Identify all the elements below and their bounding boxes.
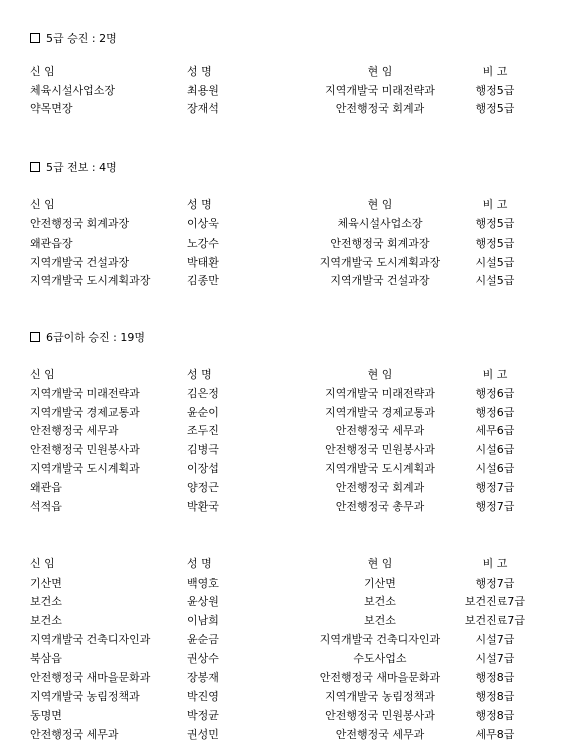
- table-row: [0, 216, 580, 232]
- col-new-post: 지역개발국 건설과장: [30, 256, 130, 269]
- col-note: 시설5급: [475, 274, 515, 287]
- col-current-header: 현 임: [367, 368, 393, 381]
- col-name: 권성민: [187, 728, 219, 741]
- table-row: [0, 236, 580, 252]
- col-name: 김은정: [187, 387, 219, 400]
- col-new-post: 지역개발국 도시계획과: [30, 462, 140, 475]
- col-current: 지역개발국 건설과장: [330, 274, 430, 287]
- table-row: [0, 273, 580, 289]
- col-current: 수도사업소: [353, 652, 407, 665]
- table-row: [0, 576, 580, 592]
- section-title: [30, 329, 145, 345]
- col-new-post-header: 신 임: [30, 368, 55, 381]
- col-name: 박태환: [187, 256, 219, 269]
- col-current: 지역개발국 미래전략과: [325, 84, 435, 97]
- col-note: 세무8급: [475, 728, 515, 741]
- table-row: [0, 727, 580, 743]
- col-note: 행정8급: [475, 709, 515, 722]
- col-current: 지역개발국 경제교통과: [325, 406, 435, 419]
- col-new-post: 체육시설사업소장: [30, 84, 116, 97]
- col-current: 안전행정국 민원봉사과: [325, 709, 435, 722]
- col-name: 조두진: [187, 424, 219, 437]
- col-current: 안전행정국 회계과장: [330, 237, 430, 250]
- col-note: 행정5급: [475, 102, 515, 115]
- table-row: [0, 101, 580, 117]
- col-note: 행정7급: [475, 577, 515, 590]
- checkbox-square-icon: [30, 332, 40, 342]
- col-new-post: 지역개발국 도시계획과장: [30, 274, 151, 287]
- col-new-post: 기산면: [30, 577, 62, 590]
- col-current: 체육시설사업소장: [337, 217, 423, 230]
- table-row: [0, 442, 580, 458]
- col-note: 보건진료7급: [464, 614, 526, 627]
- col-current: 안전행정국 회계과: [335, 481, 425, 494]
- col-new-post: 약목면장: [30, 102, 73, 115]
- col-note: 시설6급: [475, 443, 515, 456]
- table-row: [0, 386, 580, 402]
- col-new-post-header: 신 임: [30, 557, 55, 570]
- col-name: 이상욱: [187, 217, 219, 230]
- col-current: 안전행정국 새마을문화과: [319, 671, 441, 684]
- table-header: [0, 197, 580, 213]
- table-row: [0, 689, 580, 705]
- col-note: 행정8급: [475, 671, 515, 684]
- col-current: 지역개발국 미래전략과: [325, 387, 435, 400]
- col-name: 박환국: [187, 500, 219, 513]
- col-current: 지역개발국 도시계획과: [325, 462, 435, 475]
- col-name: 윤순금: [187, 633, 219, 646]
- col-note: 보건진료7급: [464, 595, 526, 608]
- col-name: 권상수: [187, 652, 219, 665]
- col-new-post: 안전행정국 회계과장: [30, 217, 130, 230]
- checkbox-square-icon: [30, 162, 40, 172]
- col-name: 박진영: [187, 690, 219, 703]
- col-new-post: 보건소: [30, 614, 62, 627]
- table-row: [0, 594, 580, 610]
- section-title-text: 6급이하 승진 : 19명: [46, 331, 145, 344]
- col-note-header: 비 고: [482, 198, 508, 211]
- col-name: 장재석: [187, 102, 219, 115]
- col-new-post: 왜관읍장: [30, 237, 73, 250]
- col-note-header: 비 고: [482, 65, 508, 78]
- col-name: 백영호: [187, 577, 219, 590]
- table-row: [0, 423, 580, 439]
- col-current-header: 현 임: [367, 65, 393, 78]
- col-new-post: 석적읍: [30, 500, 62, 513]
- col-new-post: 왜관읍: [30, 481, 62, 494]
- col-new-post-header: 신 임: [30, 65, 55, 78]
- col-name: 박정균: [187, 709, 219, 722]
- col-name: 김종만: [187, 274, 219, 287]
- table-header: [0, 367, 580, 383]
- col-new-post: 지역개발국 경제교통과: [30, 406, 140, 419]
- col-new-post: 안전행정국 민원봉사과: [30, 443, 140, 456]
- table-row: [0, 613, 580, 629]
- col-new-post: 안전행정국 세무과: [30, 728, 119, 741]
- col-note: 행정8급: [475, 690, 515, 703]
- table-row: [0, 632, 580, 648]
- checkbox-square-icon: [30, 33, 40, 43]
- col-current: 지역개발국 건축디자인과: [319, 633, 441, 646]
- section-title: [30, 30, 117, 46]
- col-name: 최용원: [187, 84, 219, 97]
- table-row: [0, 405, 580, 421]
- col-current: 지역개발국 도시계획과장: [319, 256, 441, 269]
- table-row: [0, 83, 580, 99]
- col-current: 안전행정국 민원봉사과: [325, 443, 435, 456]
- col-name-header: 성 명: [187, 557, 212, 570]
- col-new-post: 안전행정국 세무과: [30, 424, 119, 437]
- section-title-text: 5급 승진 : 2명: [46, 32, 117, 45]
- col-note: 행정6급: [475, 406, 515, 419]
- col-note: 시설7급: [475, 633, 515, 646]
- col-new-post-header: 신 임: [30, 198, 55, 211]
- col-name: 이남희: [187, 614, 219, 627]
- col-note: 행정5급: [475, 84, 515, 97]
- col-new-post: 지역개발국 농림정책과: [30, 690, 140, 703]
- col-note: 시설7급: [475, 652, 515, 665]
- col-new-post: 북삼읍: [30, 652, 62, 665]
- col-current: 보건소: [364, 595, 396, 608]
- col-note: 행정7급: [475, 500, 515, 513]
- col-new-post: 지역개발국 건축디자인과: [30, 633, 151, 646]
- table-row: [0, 670, 580, 686]
- col-name: 윤상원: [187, 595, 219, 608]
- col-new-post: 동명면: [30, 709, 62, 722]
- col-note: 시설5급: [475, 256, 515, 269]
- col-name-header: 성 명: [187, 368, 212, 381]
- col-new-post: 보건소: [30, 595, 62, 608]
- col-note: 행정5급: [475, 237, 515, 250]
- table-row: [0, 461, 580, 477]
- col-note: 행정6급: [475, 387, 515, 400]
- table-row: [0, 708, 580, 724]
- section-title-text: 5급 전보 : 4명: [46, 161, 117, 174]
- section-title: [30, 159, 117, 175]
- col-note: 세무6급: [475, 424, 515, 437]
- col-name: 이장섭: [187, 462, 219, 475]
- col-name: 노강수: [187, 237, 219, 250]
- col-current: 안전행정국 총무과: [335, 500, 425, 513]
- table-row: [0, 480, 580, 496]
- table-header: [0, 556, 580, 572]
- col-current: 보건소: [364, 614, 396, 627]
- col-note-header: 비 고: [482, 557, 508, 570]
- col-name: 장봉재: [187, 671, 219, 684]
- col-note: 행정5급: [475, 217, 515, 230]
- table-row: [0, 255, 580, 271]
- col-name: 윤순이: [187, 406, 219, 419]
- col-name-header: 성 명: [187, 65, 212, 78]
- col-current: 안전행정국 세무과: [335, 728, 425, 741]
- col-current-header: 현 임: [367, 198, 393, 211]
- col-name: 양정근: [187, 481, 219, 494]
- col-new-post: 안전행정국 새마을문화과: [30, 671, 151, 684]
- table-row: [0, 499, 580, 515]
- col-name: 김병극: [187, 443, 219, 456]
- col-current: 안전행정국 세무과: [335, 424, 425, 437]
- col-current: 지역개발국 농림정책과: [325, 690, 435, 703]
- col-new-post: 지역개발국 미래전략과: [30, 387, 140, 400]
- col-note: 행정7급: [475, 481, 515, 494]
- table-header: [0, 64, 580, 80]
- col-note-header: 비 고: [482, 368, 508, 381]
- table-row: [0, 651, 580, 667]
- col-current-header: 현 임: [367, 557, 393, 570]
- col-current: 안전행정국 회계과: [335, 102, 425, 115]
- col-name-header: 성 명: [187, 198, 212, 211]
- col-note: 시설6급: [475, 462, 515, 475]
- col-current: 기산면: [364, 577, 396, 590]
